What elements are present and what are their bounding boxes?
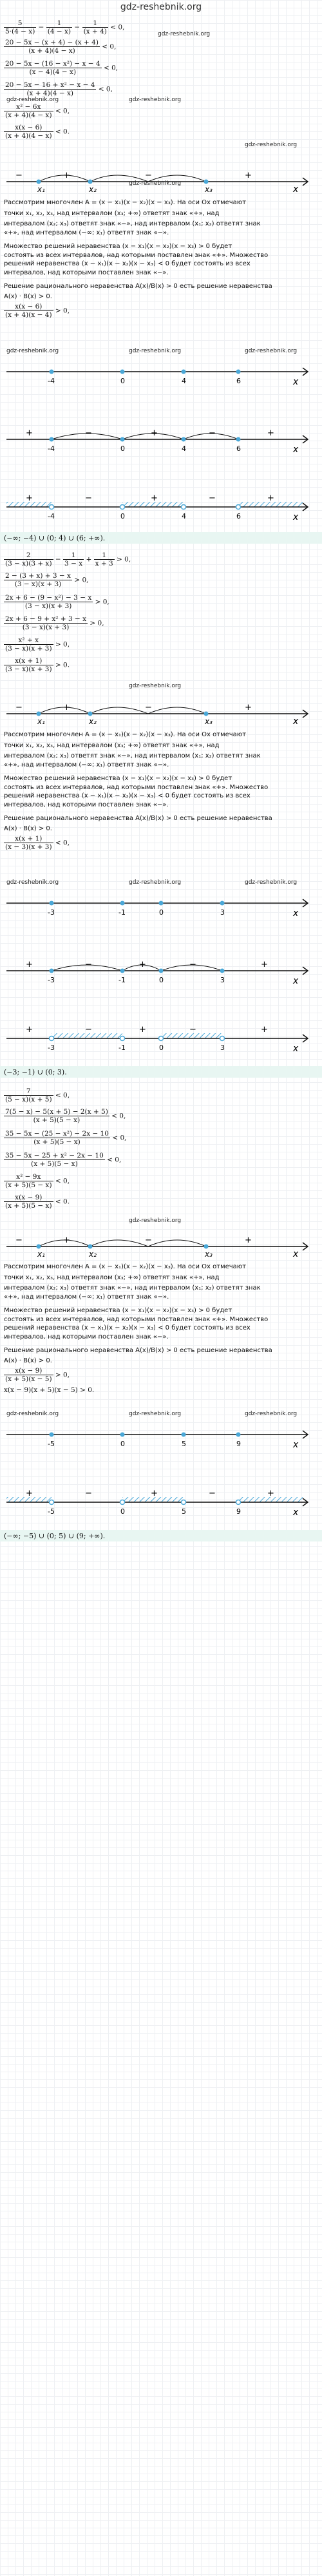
svg-text:-1: -1 bbox=[118, 908, 126, 917]
p2-expl-1: Рассмотрим многочлен A = (x − x₁)(x − x₂)(x − x₃). На оси Ox отмечают bbox=[4, 731, 247, 738]
svg-text:9: 9 bbox=[236, 1507, 241, 1516]
p3-ineq2: $\frac{7(5 - x) - 5(x + 5) - 2(x + 5)}{(x + 5)(5 - x)}$ < 0, bbox=[5, 1108, 126, 1124]
p2-generic-number-line bbox=[0, 694, 322, 727]
p2-expl-9: Решение рационального неравенства A(x)/B(x) > 0 есть решение неравенства bbox=[4, 815, 272, 822]
p1-expl-10: A(x) · B(x) > 0. bbox=[4, 293, 52, 300]
svg-text:+: + bbox=[26, 493, 33, 503]
p2-solution-line bbox=[0, 1024, 322, 1056]
svg-text:x₂: x₂ bbox=[89, 1250, 97, 1259]
p1-label-x2: x₂ bbox=[89, 185, 97, 194]
svg-text:+: + bbox=[245, 703, 252, 712]
watermark: gdz-reshebnik.org bbox=[129, 879, 182, 886]
svg-text:−: − bbox=[209, 428, 216, 438]
watermark: gdz-reshebnik.org bbox=[6, 348, 59, 354]
p2-expl-8: интервалов, над которыми поставлен знак «−». bbox=[4, 801, 169, 808]
svg-text:-1: -1 bbox=[118, 1044, 126, 1052]
p1-expl-5: Множество решений неравенства (x − x₁)(x − x₂)(x − x₃) > 0 будет bbox=[4, 243, 232, 250]
p2-expl-3: интервалом (x₂; x₃) ответят знак «−», над интервалом (x₁; x₂) ответят знак bbox=[4, 752, 261, 759]
p3-ineq6: $\frac{x(x - 9)}{(x + 5)(5 - x)}$ < 0. bbox=[5, 1194, 70, 1210]
svg-text:x: x bbox=[293, 1440, 299, 1450]
svg-text:0: 0 bbox=[159, 976, 164, 984]
p1-answer-band bbox=[0, 532, 322, 544]
p3-roots-line bbox=[0, 1420, 322, 1453]
svg-text:x₃: x₃ bbox=[205, 717, 213, 726]
p3-expl-1: Рассмотрим многочлен A = (x − x₁)(x − x₂)(x − x₃). На оси Ox отмечают bbox=[4, 1263, 247, 1270]
svg-text:+: + bbox=[63, 703, 70, 712]
watermark: gdz-reshebnik.org bbox=[245, 142, 298, 148]
watermark: gdz-reshebnik.org bbox=[129, 683, 182, 689]
svg-text:−: − bbox=[145, 1236, 152, 1245]
svg-text:−: − bbox=[209, 493, 216, 503]
svg-text:+: + bbox=[151, 428, 158, 438]
svg-text:+: + bbox=[151, 1489, 158, 1498]
p1-sign-4: + bbox=[245, 171, 252, 180]
p3-final-ineq: $\frac{x(x - 9)}{(x + 5)(x - 5)}$ > 0, bbox=[5, 1367, 70, 1383]
svg-text:x₃: x₃ bbox=[205, 1250, 213, 1259]
svg-text:+: + bbox=[267, 493, 274, 503]
svg-text:4: 4 bbox=[182, 444, 186, 453]
svg-text:−: − bbox=[85, 960, 92, 969]
svg-text:4: 4 bbox=[182, 512, 186, 520]
p1-expl-7: решений неравенства (x − x₁)(x − x₂)(x − x₃) < 0 будет состоять из всех bbox=[4, 260, 251, 267]
svg-text:0: 0 bbox=[120, 512, 125, 520]
p2-sign-line bbox=[0, 957, 322, 989]
watermark: gdz-reshebnik.org bbox=[158, 31, 211, 37]
p1-expl-2: точки x₁, x₂, x₃, над интервалом (x₃; +∞) ответят знак «+», над bbox=[4, 210, 220, 217]
p1-label-x3: x₃ bbox=[205, 185, 213, 194]
p1-expl-1: Рассмотрим многочлен A = (x − x₁)(x − x₂)(x − x₃). На оси Ox отмечают bbox=[4, 199, 247, 206]
p2-roots-line bbox=[0, 889, 322, 921]
svg-text:x: x bbox=[293, 1249, 299, 1259]
svg-text:0: 0 bbox=[120, 377, 125, 385]
p2-ineq2: $\frac{2 - (3 + x) + 3 - x}{(3 - x)(x + 3)}$ > 0, bbox=[5, 572, 89, 588]
p2-expl-4: «+», над интервалом (−∞; x₁) ответят знак «−». bbox=[4, 761, 169, 768]
svg-text:x: x bbox=[293, 377, 299, 387]
svg-text:−: − bbox=[189, 960, 196, 969]
svg-text:0: 0 bbox=[120, 1507, 125, 1516]
svg-text:-3: -3 bbox=[48, 976, 55, 984]
svg-text:+: + bbox=[267, 428, 274, 438]
svg-text:−: − bbox=[209, 1489, 216, 1498]
svg-text:x: x bbox=[293, 1044, 299, 1054]
p3-solution-line bbox=[0, 1488, 322, 1520]
svg-text:3: 3 bbox=[220, 976, 225, 984]
p3-ineq5: $\frac{\text{x² − 9x}}{(x + 5)(5 - x)}$ < 0, bbox=[5, 1173, 70, 1189]
svg-text:−: − bbox=[145, 703, 152, 712]
p3-expl-2: точки x₁, x₂, x₃, над интервалом (x₃; +∞) ответят знак «+», над bbox=[4, 1274, 220, 1281]
p2-expl-7: решений неравенства (x − x₁)(x − x₂)(x − x₃) < 0 будет состоять из всех bbox=[4, 792, 251, 799]
watermark: gdz-reshebnik.org bbox=[6, 1411, 59, 1417]
p3-expl-3: интервалом (x₂; x₃) ответят знак «−», над интервалом (x₁; x₂) ответят знак bbox=[4, 1284, 261, 1292]
svg-text:x: x bbox=[293, 444, 299, 455]
svg-text:5: 5 bbox=[182, 1440, 186, 1448]
watermark: gdz-reshebnik.org bbox=[245, 1411, 298, 1417]
watermark: gdz-reshebnik.org bbox=[129, 1411, 182, 1417]
svg-text:-5: -5 bbox=[48, 1440, 55, 1448]
p2-ineq3: $\frac{\text{2x + 6 − (9 − x²) − 3 − x}}{(3 - x)(x + 3)}$ > 0, bbox=[5, 594, 109, 610]
p3-answer: (−∞; −5) ∪ (0; 5) ∪ (9; +∞). bbox=[4, 1532, 106, 1540]
p2-ineq5: $\frac{\text{x² + x}}{(3 - x)(x + 3)}$ > 0, bbox=[5, 636, 70, 653]
svg-text:5: 5 bbox=[182, 1507, 186, 1516]
p1-label-x: x bbox=[293, 184, 299, 195]
p3-expl-10: A(x) · B(x) > 0. bbox=[4, 1357, 52, 1364]
watermark: gdz-reshebnik.org bbox=[245, 348, 298, 354]
svg-text:+: + bbox=[245, 1236, 252, 1245]
svg-text:+: + bbox=[26, 428, 33, 438]
svg-text:x: x bbox=[293, 908, 299, 919]
svg-text:0: 0 bbox=[120, 444, 125, 453]
svg-text:-3: -3 bbox=[48, 1044, 55, 1052]
p1-sign-3: − bbox=[145, 171, 152, 180]
p1-expl-9: Решение рационального неравенства A(x)/B(x) > 0 есть решение неравенства bbox=[4, 283, 272, 290]
svg-text:+: + bbox=[26, 1025, 33, 1035]
svg-text:-4: -4 bbox=[48, 444, 55, 453]
watermark: gdz-reshebnik.org bbox=[129, 348, 182, 354]
svg-text:6: 6 bbox=[236, 512, 241, 520]
p1-ineq2: $\frac{20 - 5x - (x + 4) - (x + 4)}{(x + 4)(4 - x)}$ < 0, bbox=[5, 39, 117, 55]
p2-expl-5: Множество решений неравенства (x − x₁)(x − x₂)(x − x₃) > 0 будет bbox=[4, 775, 232, 782]
svg-text:+: + bbox=[139, 1025, 146, 1035]
svg-text:x₁: x₁ bbox=[37, 1250, 45, 1259]
watermark: gdz-reshebnik.org bbox=[6, 879, 59, 886]
p1-sign-1: − bbox=[15, 171, 23, 180]
site-title[interactable]: gdz-reshebnik.org bbox=[120, 2, 202, 12]
svg-text:x₁: x₁ bbox=[37, 717, 45, 726]
svg-text:-4: -4 bbox=[48, 512, 55, 520]
p3-answer-band bbox=[0, 1530, 322, 1541]
svg-text:−: − bbox=[85, 1489, 92, 1498]
watermark: gdz-reshebnik.org bbox=[245, 879, 298, 886]
svg-text:x: x bbox=[293, 512, 299, 522]
p2-expl-6: состоять из всех интервалов, над которыми поставлен знак «+». Множество bbox=[4, 784, 269, 791]
p1-ineq4: $\frac{\text{20 − 5x − 16 + x² − x − 4}}{(x + 4)(4 - x)}$ < 0, bbox=[5, 81, 113, 97]
svg-text:+: + bbox=[151, 493, 158, 503]
svg-text:+: + bbox=[63, 1236, 70, 1245]
p3-expl-7: решений неравенства (x − x₁)(x − x₂)(x − x₃) < 0 будет состоять из всех bbox=[4, 1324, 251, 1331]
p1-expl-4: «+», над интервалом (−∞; x₁) ответят знак «−». bbox=[4, 229, 169, 236]
p2-ineq1: $\frac{2}{(3 - x)(3 + x)}$ − $\frac{1}{3 - x}$ + $\frac{1}{x + 3}$ > 0, bbox=[5, 551, 131, 568]
svg-text:3: 3 bbox=[220, 1044, 225, 1052]
svg-text:9: 9 bbox=[236, 1440, 241, 1448]
p1-ineq5: $\frac{\text{x² − 6x}}{(x + 4)(4 - x)}$ < 0, bbox=[5, 103, 70, 119]
p1-sign-line bbox=[0, 425, 322, 457]
p2-expl-2: точки x₁, x₂, x₃, над интервалом (x₃; +∞) ответят знак «+», над bbox=[4, 742, 220, 749]
p2-final-ineq: $\frac{x(x + 1)}{(x - 3)(x + 3)}$ < 0, bbox=[5, 835, 70, 851]
p2-answer-band bbox=[0, 1066, 322, 1078]
watermark: gdz-reshebnik.org bbox=[129, 180, 182, 187]
p1-ineq3: $\frac{\text{20 − 5x − (16 − x²) − x − 4}}{(x - 4)(4 - x)}$ < 0, bbox=[5, 60, 118, 76]
p3-expl-8: интервалов, над которыми поставлен знак «−». bbox=[4, 1333, 169, 1340]
p2-answer: (−3; −1) ∪ (0; 3). bbox=[4, 1068, 67, 1076]
p3-generic-number-line bbox=[0, 1227, 322, 1259]
svg-text:6: 6 bbox=[236, 377, 241, 385]
p3-final-product: x(x − 9)(x + 5)(x − 5) > 0. bbox=[4, 1386, 95, 1394]
p1-final-ineq: $\frac{x(x - 6)}{(x + 4)(x - 4)}$ > 0, bbox=[5, 303, 70, 319]
p1-generic-number-line bbox=[0, 162, 322, 195]
p3-ineq4: $\frac{\text{35 − 5x − 25 + x² − 2x − 10}}{(x + 5)(5 - x)}$ < 0, bbox=[5, 1152, 122, 1168]
svg-text:+: + bbox=[261, 960, 268, 969]
svg-text:-3: -3 bbox=[48, 908, 55, 917]
svg-text:−: − bbox=[85, 1025, 92, 1035]
p1-ineq6: $\frac{x(x - 6)}{(x + 4)(4 - x)}$ < 0. bbox=[5, 124, 70, 140]
site-header bbox=[0, 0, 322, 14]
p3-expl-5: Множество решений неравенства (x − x₁)(x − x₂)(x − x₃) > 0 будет bbox=[4, 1307, 232, 1314]
p1-ineq1: $\frac{5}{5\cdot(4 - x)}$ − $\frac{1}{(4 - x)}$ − $\frac{1}{(x + 4)}$ < 0, bbox=[5, 19, 125, 35]
p1-answer: (−∞; −4) ∪ (0; 4) ∪ (6; +∞). bbox=[4, 534, 106, 542]
p1-expl-8: интервалов, над которыми поставлен знак «−». bbox=[4, 269, 169, 276]
watermark: gdz-reshebnik.org bbox=[6, 97, 59, 103]
p1-expl-6: состоять из всех интервалов, над которыми поставлен знак «+». Множество bbox=[4, 252, 269, 259]
svg-text:0: 0 bbox=[120, 1440, 125, 1448]
p1-solution-line bbox=[0, 493, 322, 525]
svg-text:-1: -1 bbox=[118, 976, 126, 984]
svg-text:6: 6 bbox=[236, 444, 241, 453]
watermark: gdz-reshebnik.org bbox=[129, 1217, 182, 1224]
p1-roots-line bbox=[0, 358, 322, 390]
svg-text:+: + bbox=[26, 1489, 33, 1498]
svg-text:+: + bbox=[261, 1025, 268, 1035]
svg-text:+: + bbox=[267, 1489, 274, 1498]
svg-text:−: − bbox=[85, 493, 92, 503]
svg-text:+: + bbox=[139, 960, 146, 969]
svg-text:−: − bbox=[15, 1236, 23, 1245]
p1-label-x1: x₁ bbox=[37, 185, 45, 194]
svg-text:-4: -4 bbox=[48, 377, 55, 385]
p3-ineq1: $\frac{7}{(5 - x)(x + 5)}$ < 0, bbox=[5, 1087, 70, 1103]
svg-text:x: x bbox=[293, 1507, 299, 1518]
p3-expl-6: состоять из всех интервалов, над которыми поставлен знак «+». Множество bbox=[4, 1316, 269, 1323]
watermark: gdz-reshebnik.org bbox=[129, 97, 182, 103]
svg-text:x₂: x₂ bbox=[89, 717, 97, 726]
svg-text:0: 0 bbox=[159, 1044, 164, 1052]
svg-text:0: 0 bbox=[159, 908, 164, 917]
p2-ineq4: $\frac{\text{2x + 6 − 9 + x² + 3 − x}}{(3 - x)(x + 3)}$ > 0, bbox=[5, 615, 104, 631]
svg-text:3: 3 bbox=[220, 908, 225, 917]
p1-expl-3: интервалом (x₂; x₃) ответят знак «−», над интервалом (x₁; x₂) ответят знак bbox=[4, 220, 261, 227]
svg-text:-5: -5 bbox=[48, 1507, 55, 1516]
p2-expl-10: A(x) · B(x) > 0. bbox=[4, 825, 52, 832]
p2-ineq6: $\frac{x(x + 1)}{(3 - x)(x + 3)}$ > 0. bbox=[5, 657, 70, 673]
p3-ineq3: $\frac{\text{35 − 5x − (25 − x²) − 2x − 10}}{(x + 5)(5 - x)}$ < 0, bbox=[5, 1130, 127, 1146]
svg-text:−: − bbox=[189, 1025, 196, 1035]
svg-text:−: − bbox=[15, 703, 23, 712]
svg-text:−: − bbox=[85, 428, 92, 438]
svg-text:x: x bbox=[293, 716, 299, 727]
p3-expl-4: «+», над интервалом (−∞; x₁) ответят знак «−». bbox=[4, 1293, 169, 1301]
svg-text:x: x bbox=[293, 976, 299, 986]
svg-text:+: + bbox=[26, 960, 33, 969]
p1-sign-2: + bbox=[63, 171, 70, 180]
p3-expl-9: Решение рационального неравенства A(x)/B(x) > 0 есть решение неравенства bbox=[4, 1347, 272, 1354]
svg-text:4: 4 bbox=[182, 377, 186, 385]
